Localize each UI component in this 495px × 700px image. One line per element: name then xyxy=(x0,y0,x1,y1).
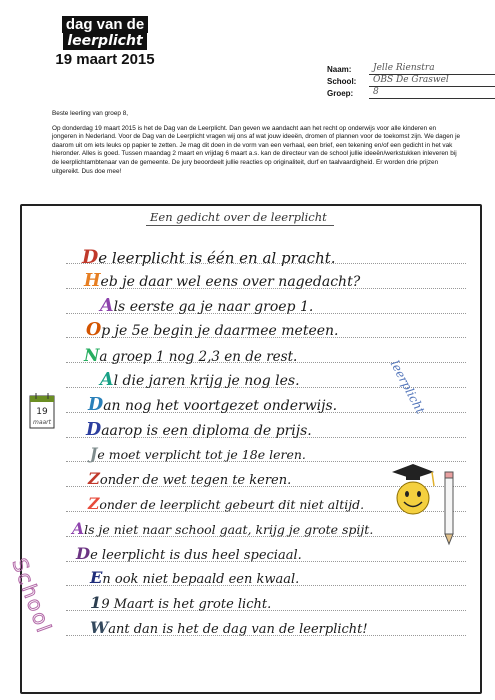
poem-text: 9 Maart is het grote licht. xyxy=(101,597,272,613)
poem-initial: D xyxy=(88,394,104,415)
poem-text: a groep 1 nog 2,3 en de rest. xyxy=(99,349,298,366)
poem-line xyxy=(84,345,297,365)
greeting: Beste leerling van groep 8, xyxy=(52,110,129,117)
logo-date: 19 maart 2015 xyxy=(55,51,155,68)
poem-line xyxy=(90,618,368,637)
name-value: Jelle Rienstra xyxy=(373,63,435,73)
school-word-drawing: School xyxy=(7,555,57,637)
poem-line xyxy=(100,296,313,316)
poem-initial: 1 xyxy=(90,593,102,613)
poem-initial: E xyxy=(90,568,103,588)
poem-initial: D xyxy=(86,419,102,440)
poem-line xyxy=(82,246,336,268)
name-label: Naam: xyxy=(327,65,352,74)
poem-text: onder de leerplicht gebeurt dit niet altijd. xyxy=(99,497,365,512)
graduate-smiley-icon xyxy=(388,462,438,520)
group-value: 8 xyxy=(373,87,379,97)
logo-line-2: leerplicht xyxy=(63,33,146,50)
poem-initial: D xyxy=(82,246,99,268)
poem-title: Een gedicht over de leerplicht xyxy=(150,210,327,224)
poem-initial: D xyxy=(76,543,91,563)
poem-line xyxy=(76,544,302,563)
poem-text: n ook niet bepaald een kwaal. xyxy=(102,572,300,588)
poem-initial: A xyxy=(100,295,114,316)
poem-line xyxy=(90,593,271,612)
side-word-leerplicht: leerplicht xyxy=(387,358,428,417)
poem-text: aarop is een diploma de prijs. xyxy=(101,422,312,439)
poem-text: an nog het voortgezet onderwijs. xyxy=(103,397,338,414)
poem-text: eb je daar wel eens over nagedacht? xyxy=(100,273,361,290)
poem-initial: A xyxy=(100,370,114,390)
intro-body: Op donderdag 19 maart 2015 is het de Dag van de Leerplicht. Dan geven we aandacht aan het recht op onderwijs voor alle kinderen en jongeren in Nederland. Voor de Dag van de Leerplicht vragen wij ons af wat jouw ideeën, dromen of plannen voor de toekomst zijn. We dagen je daarom uit om iets leuks op papier te zetten. Je mag dit doen in de vorm van een verhaal, een brief, een tekening en/of een gedicht in het vak hieronder. Alles is goed. Tussen maandag 2 maart en vrijdag 6 maart a.s. kan de directeur van de school jullie ideeën/werkstukken inleveren bij de leerplichtambtenaar van de gemeente. De jury beoordeelt jullie reacties op originaliteit, durf en taalvaardigheid. Er worden drie prijzen uitgereikt. Dus doe mee! xyxy=(52,124,461,175)
poem-text: onder de wet tegen te keren. xyxy=(99,473,292,489)
poem-text: e leerplicht is één en al pracht. xyxy=(98,249,336,267)
poem-line xyxy=(90,444,306,463)
poem-initial: J xyxy=(90,444,98,464)
poem-initial: Z xyxy=(88,494,100,513)
poem-line xyxy=(86,420,312,440)
poem-text: ant dan is het de dag van de leerplicht! xyxy=(108,622,368,637)
poem-line xyxy=(86,320,338,340)
logo-line-1: dag van de xyxy=(62,16,148,33)
poem-initial: O xyxy=(86,320,102,341)
calendar-icon xyxy=(28,392,56,430)
poem-line xyxy=(88,469,291,488)
poem-initial: Z xyxy=(88,469,100,489)
school-value: OBS De Graswel xyxy=(373,75,449,85)
poem-line xyxy=(88,395,337,415)
poem-line xyxy=(90,568,299,587)
poem-text: l die jaren krijg je nog les. xyxy=(113,373,300,389)
poem-initial: W xyxy=(90,618,109,637)
poem-initial: A xyxy=(72,518,85,538)
poem-initial: N xyxy=(84,345,100,366)
poem-text: e moet verplicht tot je 18e leren. xyxy=(97,447,306,463)
poem-initial: H xyxy=(84,270,101,291)
pencil-icon xyxy=(440,468,458,548)
school-label: School: xyxy=(327,77,357,86)
group-label: Groep: xyxy=(327,89,354,98)
poem-line xyxy=(72,519,373,538)
poem-line xyxy=(100,370,300,390)
calendar-word: maart xyxy=(32,419,52,426)
poem-text: ls je niet naar school gaat, krijg je grote spijt. xyxy=(84,521,374,537)
intro-text xyxy=(52,110,462,182)
event-logo xyxy=(52,16,158,69)
poem-text: p je 5e begin je daarmee meteen. xyxy=(101,323,339,340)
poem-line xyxy=(84,271,360,291)
poem-line xyxy=(88,494,364,513)
calendar-number: 19 xyxy=(36,407,48,417)
poem-text: ls eerste ga je naar groep 1. xyxy=(113,298,314,315)
poem-text: e leerplicht is dus heel speciaal. xyxy=(90,547,302,563)
